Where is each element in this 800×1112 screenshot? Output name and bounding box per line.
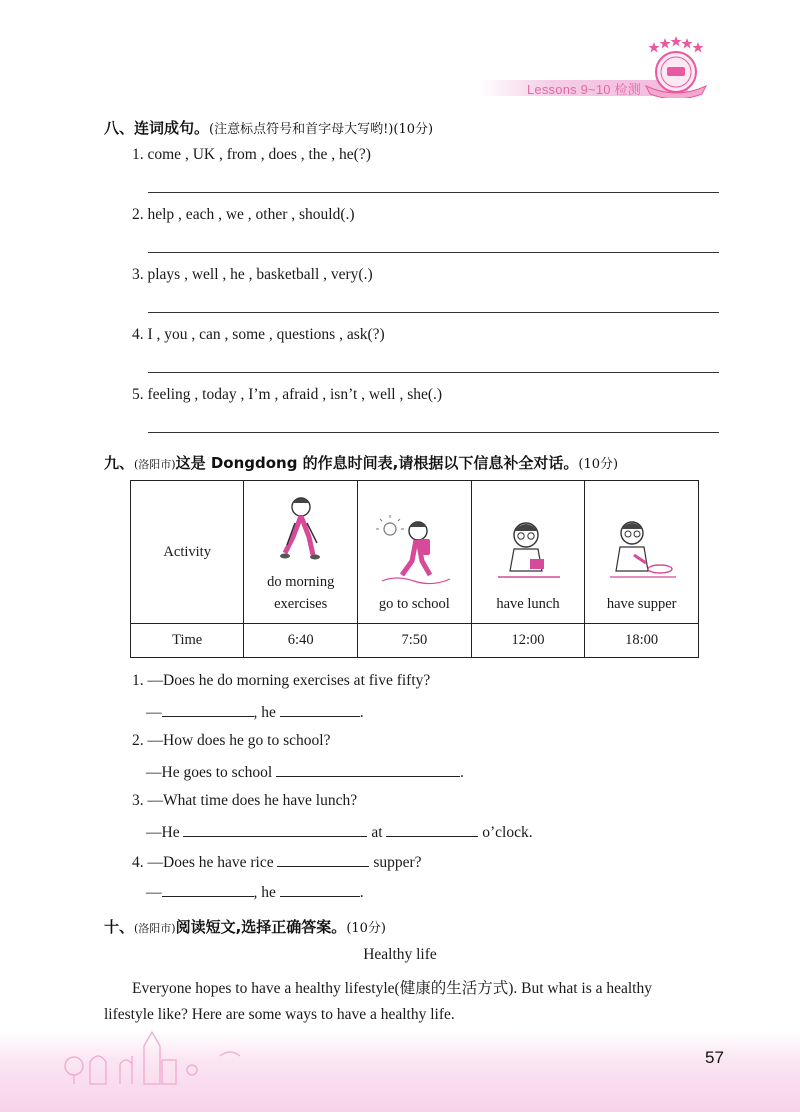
s9-a2: —He goes to school .: [146, 764, 464, 781]
blank-1b[interactable]: [280, 702, 360, 717]
blank-4a[interactable]: [277, 852, 369, 867]
answer-line-5[interactable]: [148, 432, 719, 433]
activity-label-1b: exercises: [274, 596, 328, 612]
section8-title: 八、连词成句。(注意标点符号和首字母大写哟!)(10分): [104, 119, 434, 137]
time-cell-3: 12:00: [471, 624, 585, 658]
s9-a1: — , he .: [146, 704, 364, 721]
activity-label-4a: have supper: [606, 596, 677, 612]
time-cell-1: 6:40: [244, 624, 358, 658]
blank-3a[interactable]: [183, 822, 367, 837]
s9-q1: 1. —Does he do morning exercises at five fifty?: [132, 672, 431, 689]
s9-q2: 2. —How does he go to school?: [132, 732, 331, 749]
badge-logo-icon: [640, 36, 712, 98]
eating-boy-icon: [490, 515, 566, 587]
passage-title: Healthy life: [363, 946, 437, 963]
s8-item-5: 5. feeling , today , I’m , afraid , isn’t , well , she(.): [132, 386, 443, 403]
s8-item-2: 2. help , each , we , other , should(.): [132, 206, 355, 223]
walking-boy-icon: [376, 515, 452, 587]
activity-header: Activity: [131, 481, 244, 624]
answer-line-1[interactable]: [148, 192, 719, 193]
s9-a4: — , he .: [146, 884, 364, 901]
castle-decoration-icon: [60, 1026, 260, 1086]
time-cell-4: 18:00: [585, 624, 699, 658]
blank-4c[interactable]: [280, 882, 360, 897]
schedule-table: [130, 480, 699, 658]
answer-line-2[interactable]: [148, 252, 719, 253]
activity-cell-2: [358, 481, 472, 624]
passage-line-2: lifestyle like? Here are some ways to have a healthy life.: [104, 1006, 455, 1023]
blank-2[interactable]: [276, 762, 460, 777]
lesson-tag: Lessons 9~10 检测: [527, 82, 641, 97]
blank-1a[interactable]: [162, 702, 254, 717]
activity-label-3a: have lunch: [496, 596, 560, 612]
page-number: 57: [705, 1048, 724, 1067]
s9-q4: 4. —Does he have rice supper?: [132, 854, 422, 871]
s8-item-4: 4. I , you , can , some , questions , ask(?): [132, 326, 385, 343]
blank-3b[interactable]: [386, 822, 478, 837]
s8-item-3: 3. plays , well , he , basketball , very(.): [132, 266, 373, 283]
time-header: Time: [131, 624, 244, 658]
section10-title: 十、(洛阳市)阅读短文,选择正确答案。(10分): [104, 918, 386, 936]
s8-item-1: 1. come , UK , from , does , the , he(?): [132, 146, 371, 163]
stretching-boy-icon: [263, 493, 339, 565]
activity-cell-4: [585, 481, 699, 624]
answer-line-3[interactable]: [148, 312, 719, 313]
activity-cell-3: [471, 481, 585, 624]
answer-line-4[interactable]: [148, 372, 719, 373]
time-cell-2: 7:50: [358, 624, 472, 658]
supper-boy-icon: [604, 515, 680, 587]
blank-4b[interactable]: [162, 882, 254, 897]
activity-label-1a: do morning: [267, 574, 335, 590]
s9-q3: 3. —What time does he have lunch?: [132, 792, 358, 809]
section9-title: 九、(洛阳市)这是 Dongdong 的作息时间表,请根据以下信息补全对话。(10分): [104, 454, 619, 472]
s9-a3: —He at o’clock.: [146, 824, 533, 841]
passage-line-1: Everyone hopes to have a healthy lifestyle(健康的生活方式). But what is a healthy: [132, 980, 652, 997]
activity-cell-1: [244, 481, 358, 624]
activity-label-2a: go to school: [378, 596, 450, 612]
